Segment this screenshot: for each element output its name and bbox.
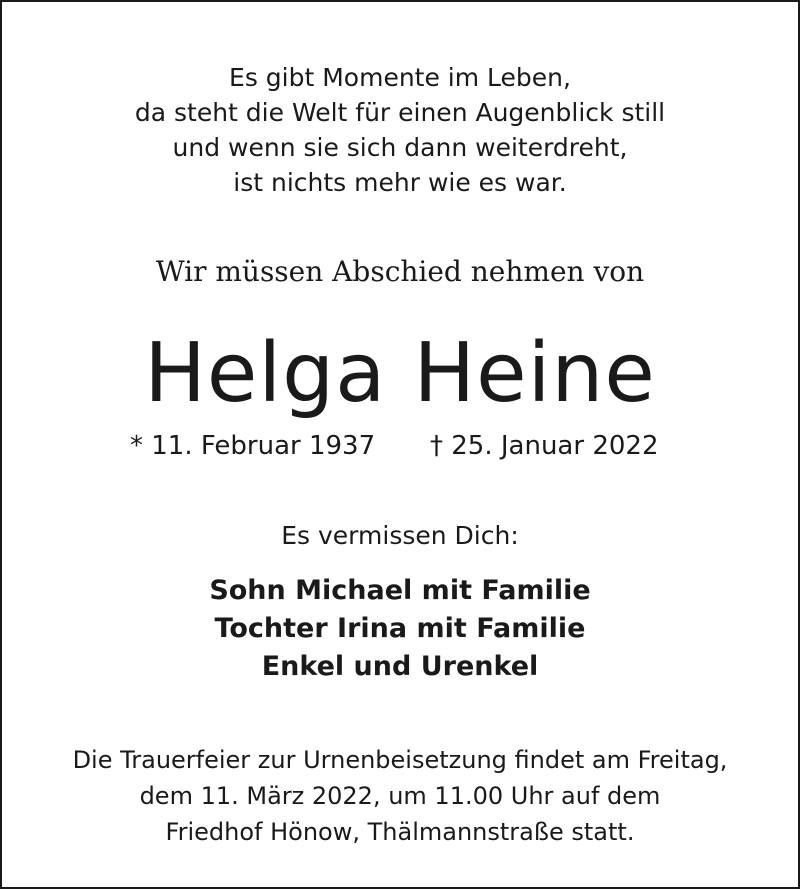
notice-line: Friedhof Hönow, Thälmannstraße statt. xyxy=(165,818,635,846)
birth-date: * 11. Februar 1937 xyxy=(130,431,376,461)
poem-line: da steht die Welt für einen Augenblick still xyxy=(134,98,666,127)
mourner-entry: Enkel und Urenkel xyxy=(261,651,539,682)
poem-line: ist nichts mehr wie es war. xyxy=(233,168,567,197)
notice-line: dem 11. März 2022, um 11.00 Uhr auf dem xyxy=(139,782,661,810)
farewell-line: Wir müssen Abschied nehmen von xyxy=(155,255,645,288)
mourner-entry: Tochter Irina mit Familie xyxy=(214,613,586,644)
deceased-name: Helga Heine xyxy=(144,326,656,421)
funeral-notice xyxy=(2,742,798,850)
notice-line: Die Trauerfeier zur Urnenbeisetzung findet am Freitag, xyxy=(72,746,728,774)
poem-line: Es gibt Momente im Leben, xyxy=(229,63,571,92)
mourners-list xyxy=(2,572,798,686)
mourner-entry: Sohn Michael mit Familie xyxy=(209,575,591,606)
poem-line: und wenn sie sich dann weiterdreht, xyxy=(172,133,628,162)
death-date: † 25. Januar 2022 xyxy=(430,431,659,461)
poem xyxy=(2,60,798,200)
mourners-heading: Es vermissen Dich: xyxy=(281,521,519,550)
